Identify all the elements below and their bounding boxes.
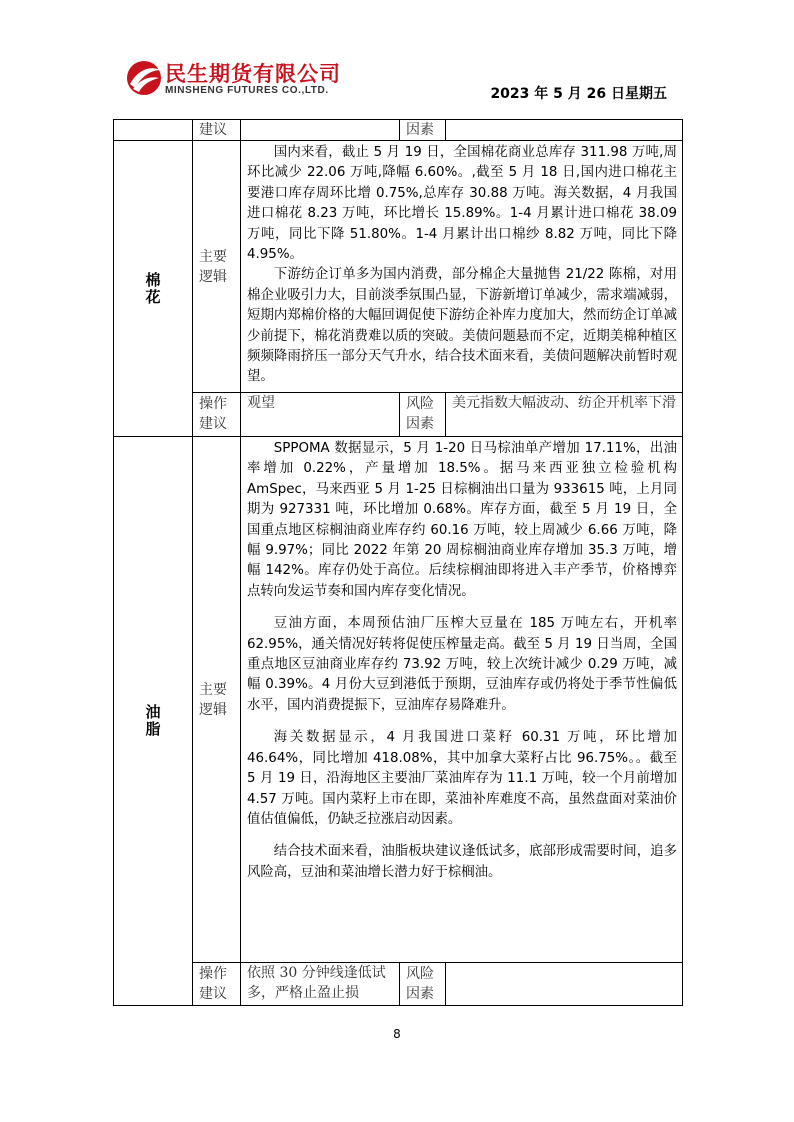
- company-logo: [125, 58, 365, 102]
- top-suggestion-label: 建议: [193, 120, 241, 141]
- oils-paragraph: 海关数据显示，4 月我国进口菜籽 60.31 万吨，环比增加 46.64%，同比增加 418.08%，其中加拿大菜籽占比 96.75%。。截至 5 月 19 日，沿海地区主要油厂菜油库存为 11.1 万吨，较一个月前增加 4.57 万吨。国内菜籽上市在即，菜油补库难度不高，虽然盘面对菜油价值估值偏低，仍缺乏拉涨启动因素。: [247, 730, 677, 827]
- top-risk-value: [446, 120, 683, 141]
- cotton-risk-value: 美元指数大幅波动、纺企开机率下滑: [446, 393, 683, 437]
- cotton-risk-label: 风险因素: [400, 393, 446, 437]
- oils-logic-label-cell: [193, 437, 241, 963]
- report-date: 2023 年 5 月 26 日星期五: [490, 86, 667, 102]
- cotton-op-label: 操作建议: [193, 393, 241, 437]
- oils-section-title: 油脂: [143, 704, 162, 738]
- top-section-cell: [114, 120, 193, 141]
- cotton-logic-text: [241, 141, 683, 393]
- cotton-logic-label: 主要逻辑: [199, 248, 227, 285]
- cotton-section-cell: [114, 141, 193, 437]
- page-header: [0, 0, 794, 120]
- page-number: 8: [393, 1027, 401, 1041]
- oils-op-value: 依照 30 分钟线逢低试多，严格止盈止损: [241, 963, 400, 1005]
- company-name-en: MINSHENG FUTURES CO.,LTD.: [165, 85, 329, 96]
- oils-paragraph: 结合技术面来看，油脂板块建议逢低试多，底部形成需要时间，追多风险高，豆油和菜油增长潜力好于棕榈油。: [247, 844, 677, 880]
- oils-paragraph: SPPOMA 数据显示，5 月 1-20 日马棕油单产增加 17.11%，出油率增加 0.22%，产量增加 18.5%。据马来西亚独立检验机构 AmSpec，马来西亚 5 月 1-25 日棕榈油出口量为 933615 吨，上月同期为 927331 吨，环比增加 0.68%。库存方面，截至 5 月 19 日，全国重点地区棕榈油商业库存约 60.16 万吨，较上周减少 6.66 万吨，降幅 9.97%；同比 2022 年第 20 周棕榈油商业库存增加 35.3 万吨，增幅 142%。库存仍处于高位。后续棕榈油即将进入丰产季节，价格博弈点转向发运节奏和国内库存变化情况。: [247, 441, 677, 599]
- cotton-op-value: 观望: [241, 393, 400, 437]
- oils-paragraph: 豆油方面，本周预估油厂压榨大豆量在 185 万吨左右，开机率 62.95%，通关情况好转将促使压榨量走高。截至 5 月 19 日当周，全国重点地区豆油商业库存约 73.92 万吨，较上次统计减少 0.29 万吨，减幅 0.39%。4 月份大豆到港低于预期，豆油库存或仍将处于季节性偏低水平，国内消费提振下，豆油库存易降难升。: [247, 616, 677, 713]
- cotton-paragraph: 下游纺企订单多为国内消费，部分棉企大量抛售 21/22 陈棉，对用棉企业吸引力大，目前淡季氛围凸显，下游新增订单减少，需求端减弱，短期内郑棉价格的大幅回调促使下游纺企补库力度加大，然而纺企订单减少前提下，棉花消费难以质的突破。美债问题悬而不定，近期美棉种植区频频降雨挤压一部分天气升水，结合技术面来看，美债问题解决前暂时观望。: [247, 267, 677, 385]
- oils-section-cell: [114, 437, 193, 1005]
- cotton-paragraph: 国内来看，截止 5 月 19 日，全国棉花商业总库存 311.98 万吨,周环比减少 22.06 万吨,降幅 6.60%。,截至 5 月 18 日,国内进口棉花主要港口库存周环比增 0.75%,总库存 30.88 万吨。海关数据，4 月我国进口棉花 8.23 万吨，环比增长 15.89%。1-4 月累计进口棉花 38.09 万吨，同比下降 51.80%。1-4 月累计出口棉纱 8.82 万吨，同比下降 4.95%。: [247, 145, 677, 263]
- top-suggestion-value: [241, 120, 400, 141]
- oils-risk-label: 风险因素: [400, 963, 446, 1005]
- oils-risk-value: [446, 963, 683, 1005]
- top-risk-label: 因素: [400, 120, 446, 141]
- oils-op-label: 操作建议: [193, 963, 241, 1005]
- oils-logic-label: 主要逻辑: [199, 681, 227, 718]
- company-name-cn: 民生期货有限公司: [165, 62, 341, 86]
- logo-emblem-icon: [125, 58, 163, 98]
- cotton-section-title: 棉花: [143, 271, 162, 306]
- commodity-table: [113, 119, 683, 1006]
- cotton-logic-label-cell: [193, 141, 241, 393]
- oils-logic-text: [241, 437, 683, 963]
